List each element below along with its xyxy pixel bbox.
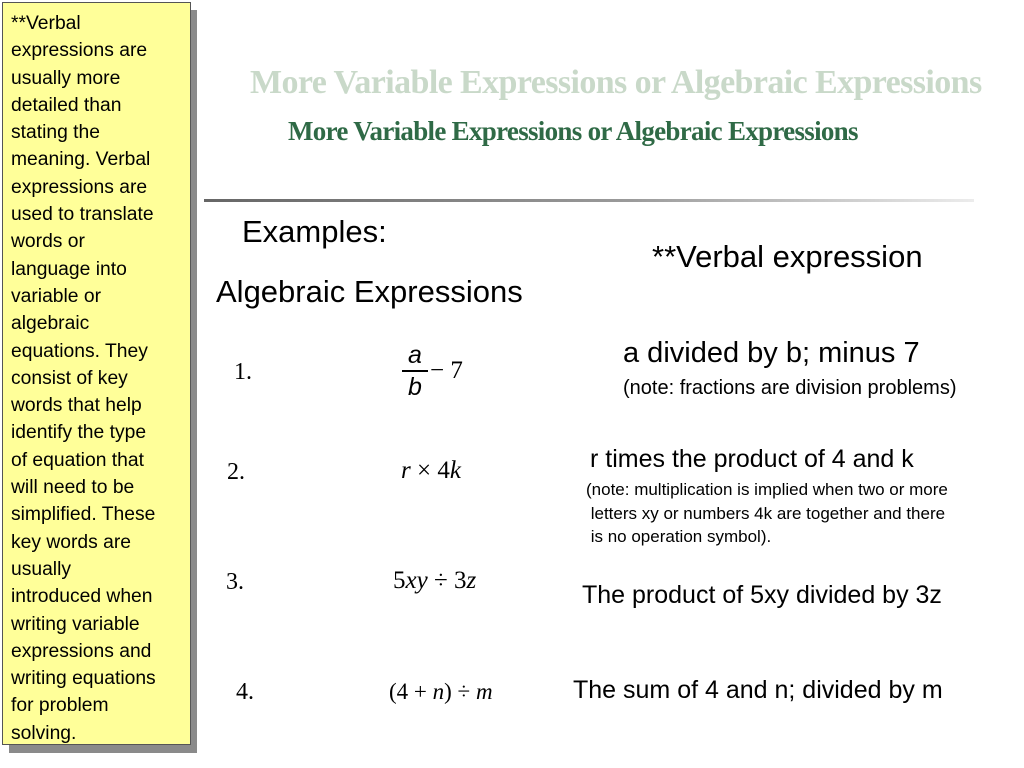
note-line: consist of key (11, 367, 128, 389)
example-1-verbal: a divided by b; minus 7 (623, 337, 920, 369)
example-4-expression (389, 679, 493, 705)
expr-op: × (410, 457, 438, 484)
example-4-number: 4. (236, 679, 254, 705)
title-divider (204, 199, 974, 202)
expr-num: 3 (453, 567, 467, 594)
note-line: of equation that (11, 449, 144, 471)
expr-part: ) ÷ (444, 679, 476, 704)
expr-var: xy (405, 567, 428, 594)
note-line: expressions and (11, 640, 152, 662)
page-title: More Variable Expressions or Algebraic Expressions (288, 116, 858, 146)
example-3-expression (393, 567, 476, 595)
note-line: stating the (11, 122, 100, 144)
note-line: expressions are (11, 176, 148, 198)
note-line: writing variable (11, 613, 140, 635)
example-3-number: 3. (226, 569, 244, 595)
example-2-note: (note: multiplication is implied when two or more letters xy or numbers 4k are together and there is no operation symbol). (586, 480, 948, 546)
note-line: simplified. These (11, 504, 156, 526)
example-2-number: 2. (227, 459, 245, 485)
example-1-number: 1. (234, 359, 252, 385)
expr-var: n (432, 679, 445, 704)
example-1-fraction (400, 340, 430, 402)
example-1-denominator: b (408, 372, 422, 401)
expr-var: k (449, 457, 461, 484)
expr-var: z (466, 567, 477, 594)
example-1-numerator: a (408, 341, 422, 369)
note-line: **Verbal (11, 13, 81, 34)
note-line: usually (11, 558, 72, 580)
note-line: writing equations (11, 668, 156, 690)
expr-var: m (475, 679, 493, 704)
note-line: key words are (11, 531, 132, 553)
sidebar-note (2, 2, 191, 745)
algebraic-expressions-heading: Algebraic Expressions (216, 274, 523, 309)
example-1-tail: − 7 (430, 357, 463, 384)
note-line: identify the type (11, 422, 147, 444)
examples-label: Examples: (242, 214, 387, 249)
expr-num: 5 (393, 567, 406, 594)
note-line: meaning. Verbal (11, 149, 151, 171)
expr-op: ÷ (427, 567, 454, 594)
note-line: words or (11, 231, 85, 253)
example-2-verbal: r times the product of 4 and k (590, 445, 914, 473)
note-line: introduced when (11, 586, 153, 608)
note-line: expressions are (11, 40, 148, 62)
example-2-expression (401, 457, 461, 485)
verbal-expression-heading: **Verbal expression (652, 239, 923, 274)
note-line: algebraic (11, 313, 90, 335)
note-line: detailed than (11, 94, 122, 116)
example-3-verbal: The product of 5xy divided by 3z (582, 581, 942, 609)
note-line: words that help (11, 395, 142, 417)
note-line: solving. (11, 722, 77, 744)
note-line: language into (11, 258, 127, 280)
expr-var: r (401, 457, 411, 484)
note-line: variable or (11, 285, 102, 307)
note-line: equations. They (11, 340, 148, 362)
note-line: for problem (11, 695, 109, 717)
note-line: usually more (11, 67, 121, 89)
example-4-verbal: The sum of 4 and n; divided by m (573, 676, 943, 704)
example-1-note: (note: fractions are division problems) (623, 377, 957, 399)
expr-part: (4 + (389, 679, 433, 704)
expr-num: 4 (437, 457, 450, 484)
note-line: will need to be (11, 477, 135, 499)
note-line: used to translate (11, 204, 154, 226)
title-shadow: More Variable Expressions or Algebraic Expressions (250, 64, 982, 101)
